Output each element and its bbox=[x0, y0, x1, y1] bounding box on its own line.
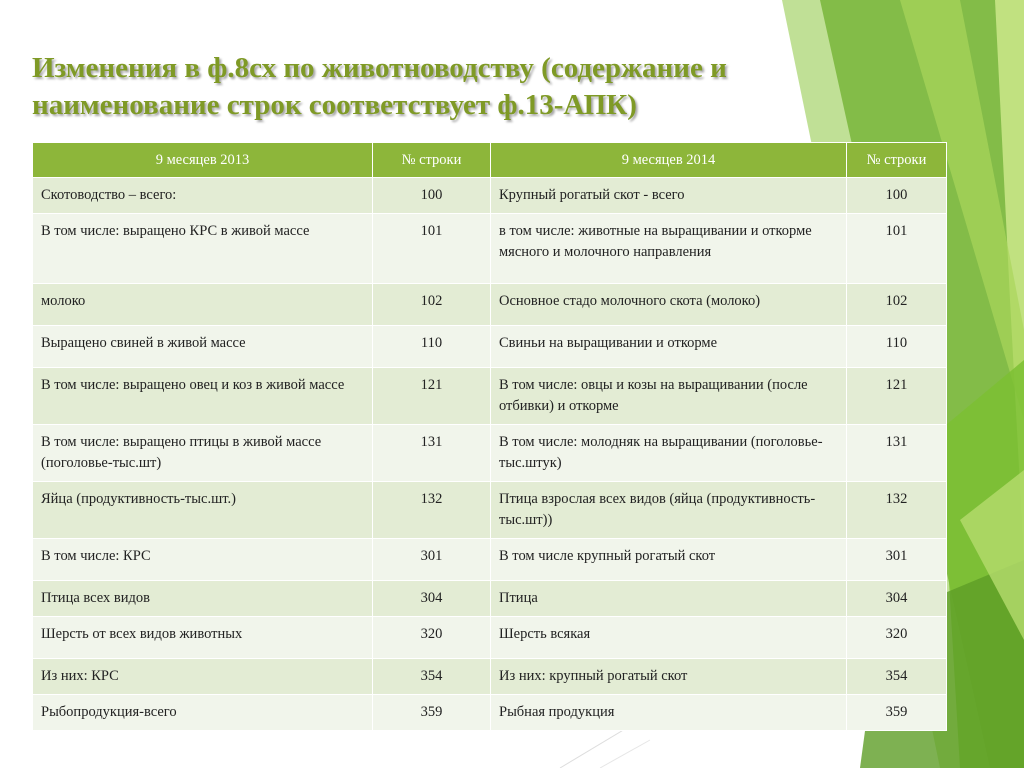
row-number-2014-cell: 304 bbox=[847, 581, 947, 617]
item-2013-cell: Выращено свиней в живой массе bbox=[33, 326, 373, 368]
row-number-2014-cell: 354 bbox=[847, 659, 947, 695]
header-row-number-2013: № строки bbox=[373, 143, 491, 178]
table-row bbox=[33, 695, 947, 731]
row-number-2014-cell: 121 bbox=[847, 368, 947, 425]
table-row bbox=[33, 659, 947, 695]
row-number-2013-cell: 304 bbox=[373, 581, 491, 617]
item-2013-cell: В том числе: КРС bbox=[33, 539, 373, 581]
table-row bbox=[33, 214, 947, 284]
row-number-2014-cell: 110 bbox=[847, 326, 947, 368]
item-2014-cell: В том числе: молодняк на выращивании (поголовье-тыс.штук) bbox=[491, 425, 847, 482]
row-number-2013-cell: 320 bbox=[373, 617, 491, 659]
item-2013-cell: Из них: КРС bbox=[33, 659, 373, 695]
row-number-2014-cell: 101 bbox=[847, 214, 947, 284]
row-number-2014-cell: 359 bbox=[847, 695, 947, 731]
row-number-2014-cell: 131 bbox=[847, 425, 947, 482]
item-2014-cell: В том числе крупный рогатый скот bbox=[491, 539, 847, 581]
row-number-2013-cell: 102 bbox=[373, 284, 491, 326]
item-2013-cell: В том числе: выращено овец и коз в живой массе bbox=[33, 368, 373, 425]
header-period-2014: 9 месяцев 2014 bbox=[491, 143, 847, 178]
row-number-2013-cell: 101 bbox=[373, 214, 491, 284]
row-number-2013-cell: 100 bbox=[373, 178, 491, 214]
row-number-2014-cell: 132 bbox=[847, 482, 947, 539]
item-2014-cell: Рыбная продукция bbox=[491, 695, 847, 731]
row-number-2014-cell: 100 bbox=[847, 178, 947, 214]
table-row bbox=[33, 425, 947, 482]
item-2014-cell: Основное стадо молочного скота (молоко) bbox=[491, 284, 847, 326]
comparison-table bbox=[32, 142, 947, 731]
row-number-2014-cell: 301 bbox=[847, 539, 947, 581]
header-row-number-2014: № строки bbox=[847, 143, 947, 178]
item-2013-cell: В том числе: выращено птицы в живой массе (поголовье-тыс.шт) bbox=[33, 425, 373, 482]
table-row bbox=[33, 617, 947, 659]
row-number-2013-cell: 354 bbox=[373, 659, 491, 695]
table-row bbox=[33, 482, 947, 539]
item-2013-cell: Птица всех видов bbox=[33, 581, 373, 617]
item-2013-cell: Шерсть от всех видов животных bbox=[33, 617, 373, 659]
table-header-row bbox=[33, 143, 947, 178]
page-title: Изменения в ф.8сх по животноводству (содержание и наименование строк соответствует ф.13-АПК) bbox=[32, 52, 727, 121]
table-row bbox=[33, 368, 947, 425]
table-row bbox=[33, 284, 947, 326]
item-2013-cell: Скотоводство – всего: bbox=[33, 178, 373, 214]
item-2013-cell: Рыбопродукция-всего bbox=[33, 695, 373, 731]
table-body bbox=[33, 178, 947, 731]
table-row bbox=[33, 178, 947, 214]
item-2014-cell: Птица взрослая всех видов (яйца (продуктивность-тыс.шт)) bbox=[491, 482, 847, 539]
row-number-2014-cell: 102 bbox=[847, 284, 947, 326]
item-2013-cell: В том числе: выращено КРС в живой массе bbox=[33, 214, 373, 284]
item-2014-cell: Птица bbox=[491, 581, 847, 617]
item-2014-cell: Свиньи на выращивании и откорме bbox=[491, 326, 847, 368]
row-number-2013-cell: 110 bbox=[373, 326, 491, 368]
item-2014-cell: Крупный рогатый скот - всего bbox=[491, 178, 847, 214]
row-number-2013-cell: 131 bbox=[373, 425, 491, 482]
row-number-2014-cell: 320 bbox=[847, 617, 947, 659]
item-2014-cell: Из них: крупный рогатый скот bbox=[491, 659, 847, 695]
item-2013-cell: Яйца (продуктивность-тыс.шт.) bbox=[33, 482, 373, 539]
item-2014-cell: В том числе: овцы и козы на выращивании (после отбивки) и откорме bbox=[491, 368, 847, 425]
row-number-2013-cell: 121 bbox=[373, 368, 491, 425]
row-number-2013-cell: 301 bbox=[373, 539, 491, 581]
table-row bbox=[33, 326, 947, 368]
item-2014-cell: в том числе: животные на выращивании и откорме мясного и молочного направления bbox=[491, 214, 847, 284]
header-period-2013: 9 месяцев 2013 bbox=[33, 143, 373, 178]
row-number-2013-cell: 359 bbox=[373, 695, 491, 731]
item-2013-cell: молоко bbox=[33, 284, 373, 326]
comparison-table-container bbox=[32, 142, 946, 731]
table-row bbox=[33, 539, 947, 581]
item-2014-cell: Шерсть всякая bbox=[491, 617, 847, 659]
table-row bbox=[33, 581, 947, 617]
row-number-2013-cell: 132 bbox=[373, 482, 491, 539]
